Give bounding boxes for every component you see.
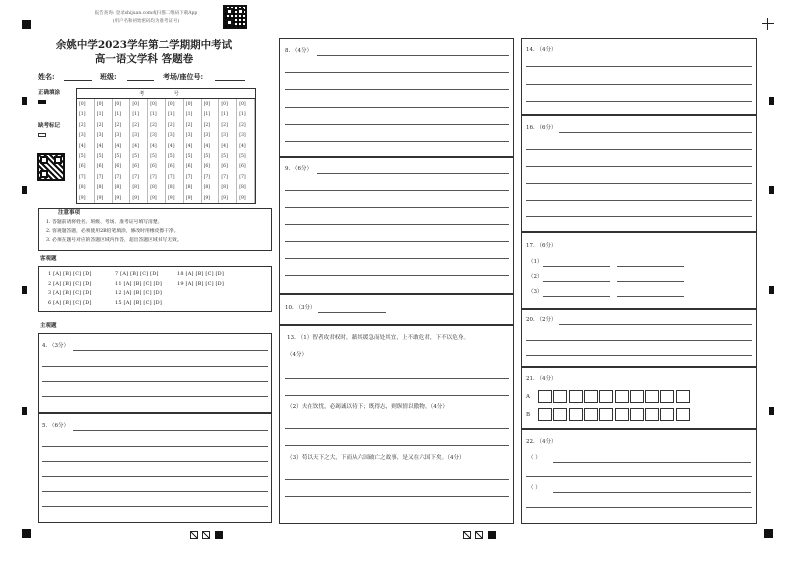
objective-option-row[interactable]: 1 [A] [B] [C] [D]: [48, 271, 92, 277]
answer-line[interactable]: [285, 428, 509, 429]
digit-bubble[interactable]: [5]: [150, 154, 157, 159]
answer-line[interactable]: [285, 378, 509, 379]
answer-line[interactable]: [42, 506, 268, 507]
subjective-title: 主观题: [40, 323, 57, 329]
q4-label: 4. （3分）: [42, 343, 69, 349]
answer-line[interactable]: [42, 476, 268, 477]
answer-line[interactable]: [285, 395, 509, 396]
timing-mark: [769, 186, 774, 194]
digit-bubble[interactable]: [7]: [132, 174, 139, 180]
answer-line[interactable]: [543, 266, 610, 267]
q21-answer-cell[interactable]: [645, 390, 659, 403]
answer-line[interactable]: [526, 101, 752, 102]
digit-bubble[interactable]: [6]: [239, 164, 246, 170]
answer-line[interactable]: [526, 166, 752, 167]
digit-bubble[interactable]: [0]: [150, 102, 157, 107]
objective-option-row[interactable]: 11 [A] [B] [C] [D]: [115, 280, 163, 287]
digit-bubble[interactable]: [3]: [150, 133, 157, 139]
answer-line[interactable]: [285, 241, 509, 242]
number-column: [202, 99, 220, 203]
q17-label: 17. （6分）: [526, 243, 557, 249]
class-label: 班级:: [100, 72, 117, 81]
objective-option-row[interactable]: 19 [A] [B] [C] [D]: [177, 280, 225, 287]
absent-mark-label: 缺考标记: [38, 123, 61, 129]
timing-mark: [769, 286, 774, 294]
digit-bubble[interactable]: [0]: [114, 102, 122, 107]
number-column: [130, 99, 148, 203]
answer-line[interactable]: [526, 200, 752, 201]
q21-answer-cell[interactable]: [569, 408, 583, 421]
q5-label: 5. （6分）: [42, 423, 69, 429]
correct-fill-label: 正确填涂: [38, 90, 61, 96]
objective-option-row[interactable]: 15 [A] [B] [C] [D]: [115, 299, 163, 306]
password-note: (用户名和初始密码均为准考证号): [112, 19, 180, 24]
corner-mark-tl: [22, 20, 31, 29]
digit-bubble[interactable]: [2]: [96, 122, 104, 128]
answer-line[interactable]: [553, 492, 751, 493]
q21-answer-cell[interactable]: [538, 408, 552, 421]
digit-bubble[interactable]: [5]: [96, 154, 104, 159]
answer-line[interactable]: [285, 124, 509, 125]
digit-bubble[interactable]: [5]: [221, 154, 228, 159]
digit-bubble[interactable]: [4]: [168, 143, 175, 149]
q21-answer-cell[interactable]: [630, 390, 644, 403]
answer-line[interactable]: [543, 296, 610, 297]
answer-line[interactable]: [559, 132, 752, 133]
digit-bubble[interactable]: [3]: [96, 133, 104, 139]
timing-mark: [22, 286, 27, 294]
q21-answer-cell[interactable]: [584, 408, 598, 421]
report-note: 报告查询: 登录shijuan.com或扫描二维码下载App: [94, 11, 198, 16]
answer-line[interactable]: [42, 446, 268, 447]
objective-option-row[interactable]: 6 [A] [B] [C] [D]: [48, 299, 92, 306]
digit-bubble[interactable]: [0]: [132, 102, 139, 107]
digit-bubble[interactable]: [3]: [79, 133, 86, 139]
notice-item: 2. 客观题答题，必须使用2B铅笔填涂，修改时用橡皮擦干净。: [46, 229, 179, 234]
digit-bubble[interactable]: [2]: [221, 122, 228, 128]
digit-bubble[interactable]: [1]: [132, 112, 139, 118]
digit-bubble[interactable]: [9]: [185, 195, 193, 201]
number-column: [166, 99, 184, 203]
q22-blank-2: （ ）: [528, 485, 541, 491]
q21-answer-cell[interactable]: [615, 408, 629, 421]
digit-bubble[interactable]: [9]: [96, 195, 104, 201]
digit-bubble[interactable]: [4]: [96, 143, 104, 149]
answer-line[interactable]: [285, 275, 509, 276]
q17-3-label: （3）: [528, 289, 543, 295]
digit-bubble[interactable]: [7]: [79, 174, 86, 180]
q22-blank-1: （ ）: [528, 455, 541, 461]
answer-line[interactable]: [526, 216, 752, 217]
answer-line[interactable]: [526, 183, 752, 184]
digit-bubble[interactable]: [8]: [79, 185, 86, 191]
q16-label: 16. （6分）: [526, 125, 557, 131]
class-field[interactable]: [127, 80, 154, 81]
q10-label: 10. （3分）: [285, 305, 316, 311]
q21-answer-cell[interactable]: [660, 408, 674, 421]
answer-line[interactable]: [42, 491, 268, 492]
digit-bubble[interactable]: [8]: [239, 185, 246, 191]
digit-bubble[interactable]: [2]: [150, 122, 157, 128]
q21-answer-cell[interactable]: [553, 408, 567, 421]
q21-b-label: B: [526, 412, 531, 418]
q21-answer-cell[interactable]: [538, 390, 552, 403]
digit-bubble[interactable]: [1]: [239, 112, 246, 118]
timing-mark: [769, 97, 774, 105]
answer-line[interactable]: [73, 430, 268, 431]
answer-line[interactable]: [285, 445, 509, 446]
notice-item: 1. 答题前请将姓名、班级、考场、准考证号填写清楚。: [46, 220, 163, 225]
q21-label: 21. （4分）: [526, 376, 557, 382]
q21-answer-cell[interactable]: [676, 408, 690, 421]
answer-line[interactable]: [285, 479, 509, 480]
digit-bubble[interactable]: [7]: [185, 174, 193, 180]
q4-box: [38, 333, 272, 413]
digit-bubble[interactable]: [6]: [168, 164, 175, 170]
q14-label: 14. （4分）: [526, 47, 557, 53]
answer-line[interactable]: [285, 224, 509, 225]
digit-bubble[interactable]: [2]: [239, 122, 246, 128]
digit-bubble[interactable]: [6]: [79, 164, 86, 170]
digit-bubble[interactable]: [1]: [221, 112, 228, 118]
answer-line[interactable]: [285, 207, 509, 208]
answer-line[interactable]: [318, 312, 386, 313]
exam-number-grid: [76, 88, 256, 204]
digit-bubble[interactable]: [9]: [114, 195, 122, 201]
digit-bubble[interactable]: [6]: [150, 164, 157, 170]
objective-option-row[interactable]: 18 [A] [B] [C] [D]: [177, 271, 225, 277]
digit-bubble[interactable]: [3]: [132, 133, 139, 139]
q17-2-label: （2）: [528, 274, 543, 280]
digit-bubble[interactable]: [4]: [132, 143, 139, 149]
digit-bubble[interactable]: [8]: [132, 185, 139, 191]
digit-bubble[interactable]: [9]: [221, 195, 228, 201]
digit-bubble[interactable]: [6]: [114, 164, 122, 170]
digit-bubble[interactable]: [5]: [185, 154, 193, 159]
digit-bubble[interactable]: [9]: [132, 195, 139, 201]
digit-bubble[interactable]: [2]: [185, 122, 193, 128]
timing-mark: [769, 407, 774, 415]
digit-bubble[interactable]: [7]: [239, 174, 246, 180]
q17-1-label: （1）: [528, 259, 543, 265]
digit-bubble[interactable]: [2]: [114, 122, 122, 128]
name-field[interactable]: [64, 80, 92, 81]
timing-mark: [22, 407, 27, 415]
digit-bubble[interactable]: [3]: [239, 133, 246, 139]
digit-bubble[interactable]: [1]: [96, 112, 104, 118]
q13-3-text: （3）苟以天下之大，下而从六国破亡之故事，是又在六国下矣。（4分）: [287, 455, 465, 461]
objective-title: 客观题: [40, 256, 57, 262]
answer-line[interactable]: [526, 476, 752, 477]
digit-bubble[interactable]: [6]: [132, 164, 139, 170]
answer-line[interactable]: [285, 141, 509, 142]
notice-title: 注意事项: [58, 210, 81, 216]
q20-label: 20. （2分）: [526, 317, 557, 323]
digit-bubble[interactable]: [3]: [221, 133, 228, 139]
q21-answer-cell[interactable]: [599, 390, 613, 403]
digit-bubble[interactable]: [5]: [79, 154, 86, 159]
answer-line[interactable]: [285, 190, 509, 191]
answer-line[interactable]: [543, 281, 610, 282]
digit-bubble[interactable]: [1]: [150, 112, 157, 118]
q21-answer-cell[interactable]: [553, 390, 567, 403]
digit-bubble[interactable]: [8]: [203, 185, 211, 191]
answer-line[interactable]: [317, 173, 509, 174]
digit-bubble[interactable]: [4]: [150, 143, 157, 149]
q21-answer-cell[interactable]: [584, 390, 598, 403]
timing-mark: [22, 97, 27, 105]
digit-bubble[interactable]: [5]: [132, 154, 139, 159]
digit-bubble[interactable]: [3]: [114, 133, 122, 139]
answer-line[interactable]: [42, 396, 268, 397]
room-field[interactable]: [215, 80, 245, 81]
digit-bubble[interactable]: [6]: [185, 164, 193, 170]
digit-bubble[interactable]: [6]: [221, 164, 228, 170]
q21-answer-cell[interactable]: [599, 408, 613, 421]
corner-mark-bl: [22, 529, 31, 538]
answer-line[interactable]: [553, 462, 751, 463]
answer-line[interactable]: [285, 258, 509, 259]
digit-bubble[interactable]: [7]: [221, 174, 228, 180]
digit-bubble[interactable]: [7]: [114, 174, 122, 180]
number-column: [237, 99, 255, 203]
digit-bubble[interactable]: [7]: [96, 174, 104, 180]
number-column: [113, 99, 131, 203]
digit-bubble[interactable]: [5]: [114, 154, 122, 159]
objective-option-row[interactable]: 3 [A] [B] [C] [D]: [48, 290, 92, 296]
digit-bubble[interactable]: [8]: [185, 185, 193, 191]
answer-line[interactable]: [42, 461, 268, 462]
digit-bubble[interactable]: [4]: [239, 143, 246, 149]
digit-bubble[interactable]: [9]: [203, 195, 211, 201]
digit-bubble[interactable]: [1]: [185, 112, 193, 118]
correct-fill-sample: [38, 100, 46, 104]
answer-line[interactable]: [559, 324, 752, 325]
q21-a-label: A: [526, 394, 530, 400]
answer-line[interactable]: [42, 381, 268, 382]
digit-bubble[interactable]: [6]: [96, 164, 104, 170]
answer-line[interactable]: [317, 55, 509, 56]
digit-bubble[interactable]: [0]: [168, 102, 175, 107]
number-column: [219, 99, 237, 203]
q21-answer-cell[interactable]: [660, 390, 674, 403]
header-qr-code: [223, 5, 247, 29]
room-label: 考场/座位号:: [163, 72, 204, 81]
objective-option-row[interactable]: 2 [A] [B] [C] [D]: [48, 280, 92, 287]
digit-bubble[interactable]: [6]: [203, 164, 211, 170]
q13-1-score: （4分）: [287, 352, 307, 358]
digit-bubble[interactable]: [5]: [168, 154, 175, 159]
answer-line[interactable]: [526, 355, 752, 356]
digit-bubble[interactable]: [8]: [168, 185, 175, 191]
objective-option-row[interactable]: 12 [A] [B] [C] [D]: [115, 290, 163, 296]
answer-line[interactable]: [526, 84, 752, 85]
answer-line[interactable]: [617, 266, 684, 267]
answer-line[interactable]: [42, 366, 268, 367]
answer-line[interactable]: [73, 350, 268, 351]
answer-line[interactable]: [526, 340, 752, 341]
exam-title: 余姚中学2023学年第二学期期中考试: [55, 39, 233, 51]
digit-bubble[interactable]: [0]: [239, 102, 246, 107]
timing-mark: [22, 186, 27, 194]
answer-line[interactable]: [526, 66, 752, 67]
digit-bubble[interactable]: [8]: [150, 185, 157, 191]
answer-line[interactable]: [285, 107, 509, 108]
answer-line[interactable]: [526, 149, 752, 150]
digit-bubble[interactable]: [4]: [79, 143, 86, 149]
digit-bubble[interactable]: [0]: [185, 102, 193, 107]
answer-line[interactable]: [617, 281, 684, 282]
digit-bubble[interactable]: [5]: [239, 154, 246, 159]
digit-bubble[interactable]: [4]: [185, 143, 193, 149]
answer-line[interactable]: [617, 296, 684, 297]
digit-bubble[interactable]: [9]: [79, 195, 86, 201]
digit-bubble[interactable]: [1]: [203, 112, 211, 118]
q21-answer-cell[interactable]: [615, 390, 629, 403]
digit-bubble[interactable]: [2]: [132, 122, 139, 128]
digit-bubble[interactable]: [0]: [221, 102, 228, 107]
q21-answer-cell[interactable]: [676, 390, 690, 403]
digit-bubble[interactable]: [7]: [203, 174, 211, 180]
q21-answer-cell[interactable]: [630, 408, 644, 421]
digit-bubble[interactable]: [8]: [114, 185, 122, 191]
q13-box: [279, 325, 514, 524]
q13-2-text: （2）夫在饮忧，必竭诚以待下；既得志，则纵情以傲物。（4分）: [287, 404, 448, 410]
digit-bubble[interactable]: [7]: [150, 174, 157, 180]
digit-bubble[interactable]: [9]: [239, 195, 246, 201]
q8-label: 8. （4分）: [285, 48, 312, 54]
answer-line[interactable]: [285, 72, 509, 73]
objective-option-row[interactable]: 7 [A] [B] [C] [D]: [115, 271, 159, 277]
digit-bubble[interactable]: [3]: [203, 133, 211, 139]
digit-bubble[interactable]: [1]: [79, 112, 86, 118]
q9-label: 9. （6分）: [285, 166, 312, 172]
digit-bubble[interactable]: [0]: [96, 102, 104, 107]
exam-number-head: 考 号: [77, 89, 255, 99]
number-column: [148, 99, 166, 203]
digit-bubble[interactable]: [7]: [168, 174, 175, 180]
student-qr-code: [37, 153, 65, 181]
name-label: 姓名:: [38, 72, 55, 81]
number-column: [77, 99, 95, 203]
q21-answer-cell[interactable]: [569, 390, 583, 403]
digit-bubble[interactable]: [4]: [221, 143, 228, 149]
digit-bubble[interactable]: [1]: [168, 112, 175, 118]
exam-subtitle: 高一语文学科 答题卷: [94, 53, 194, 65]
digit-bubble[interactable]: [0]: [79, 102, 86, 107]
digit-bubble[interactable]: [9]: [168, 195, 175, 201]
notice-item: 3. 必须在题号对应的答题区域内作答，超出答题区域书写无效。: [46, 238, 182, 243]
digit-bubble[interactable]: [8]: [96, 185, 104, 191]
digit-bubble[interactable]: [3]: [185, 133, 193, 139]
answer-line[interactable]: [285, 496, 509, 497]
number-column: [95, 99, 113, 203]
corner-mark-br: [764, 529, 773, 538]
corner-cross-tr: [762, 18, 774, 30]
digit-bubble[interactable]: [8]: [221, 185, 228, 191]
answer-line[interactable]: [285, 89, 509, 90]
digit-bubble[interactable]: [3]: [168, 133, 175, 139]
q9-box: [279, 157, 514, 294]
digit-bubble[interactable]: [4]: [203, 143, 211, 149]
q21-answer-cell[interactable]: [645, 408, 659, 421]
digit-bubble[interactable]: [2]: [79, 122, 86, 128]
q22-label: 22. （4分）: [526, 439, 557, 445]
q13-1-text: 13. （1）智者攻君权时，藉其缓急而处其宜，上不敢危君，下不以危身。: [287, 335, 470, 341]
digit-bubble[interactable]: [2]: [203, 122, 211, 128]
digit-bubble[interactable]: [0]: [203, 102, 211, 107]
answer-line[interactable]: [526, 507, 752, 508]
digit-bubble[interactable]: [1]: [114, 112, 122, 118]
number-column: [184, 99, 202, 203]
absent-mark-box[interactable]: [38, 133, 46, 137]
digit-bubble[interactable]: [4]: [114, 143, 122, 149]
digit-bubble[interactable]: [2]: [168, 122, 175, 128]
digit-bubble[interactable]: [9]: [150, 195, 157, 201]
digit-bubble[interactable]: [5]: [203, 154, 211, 159]
